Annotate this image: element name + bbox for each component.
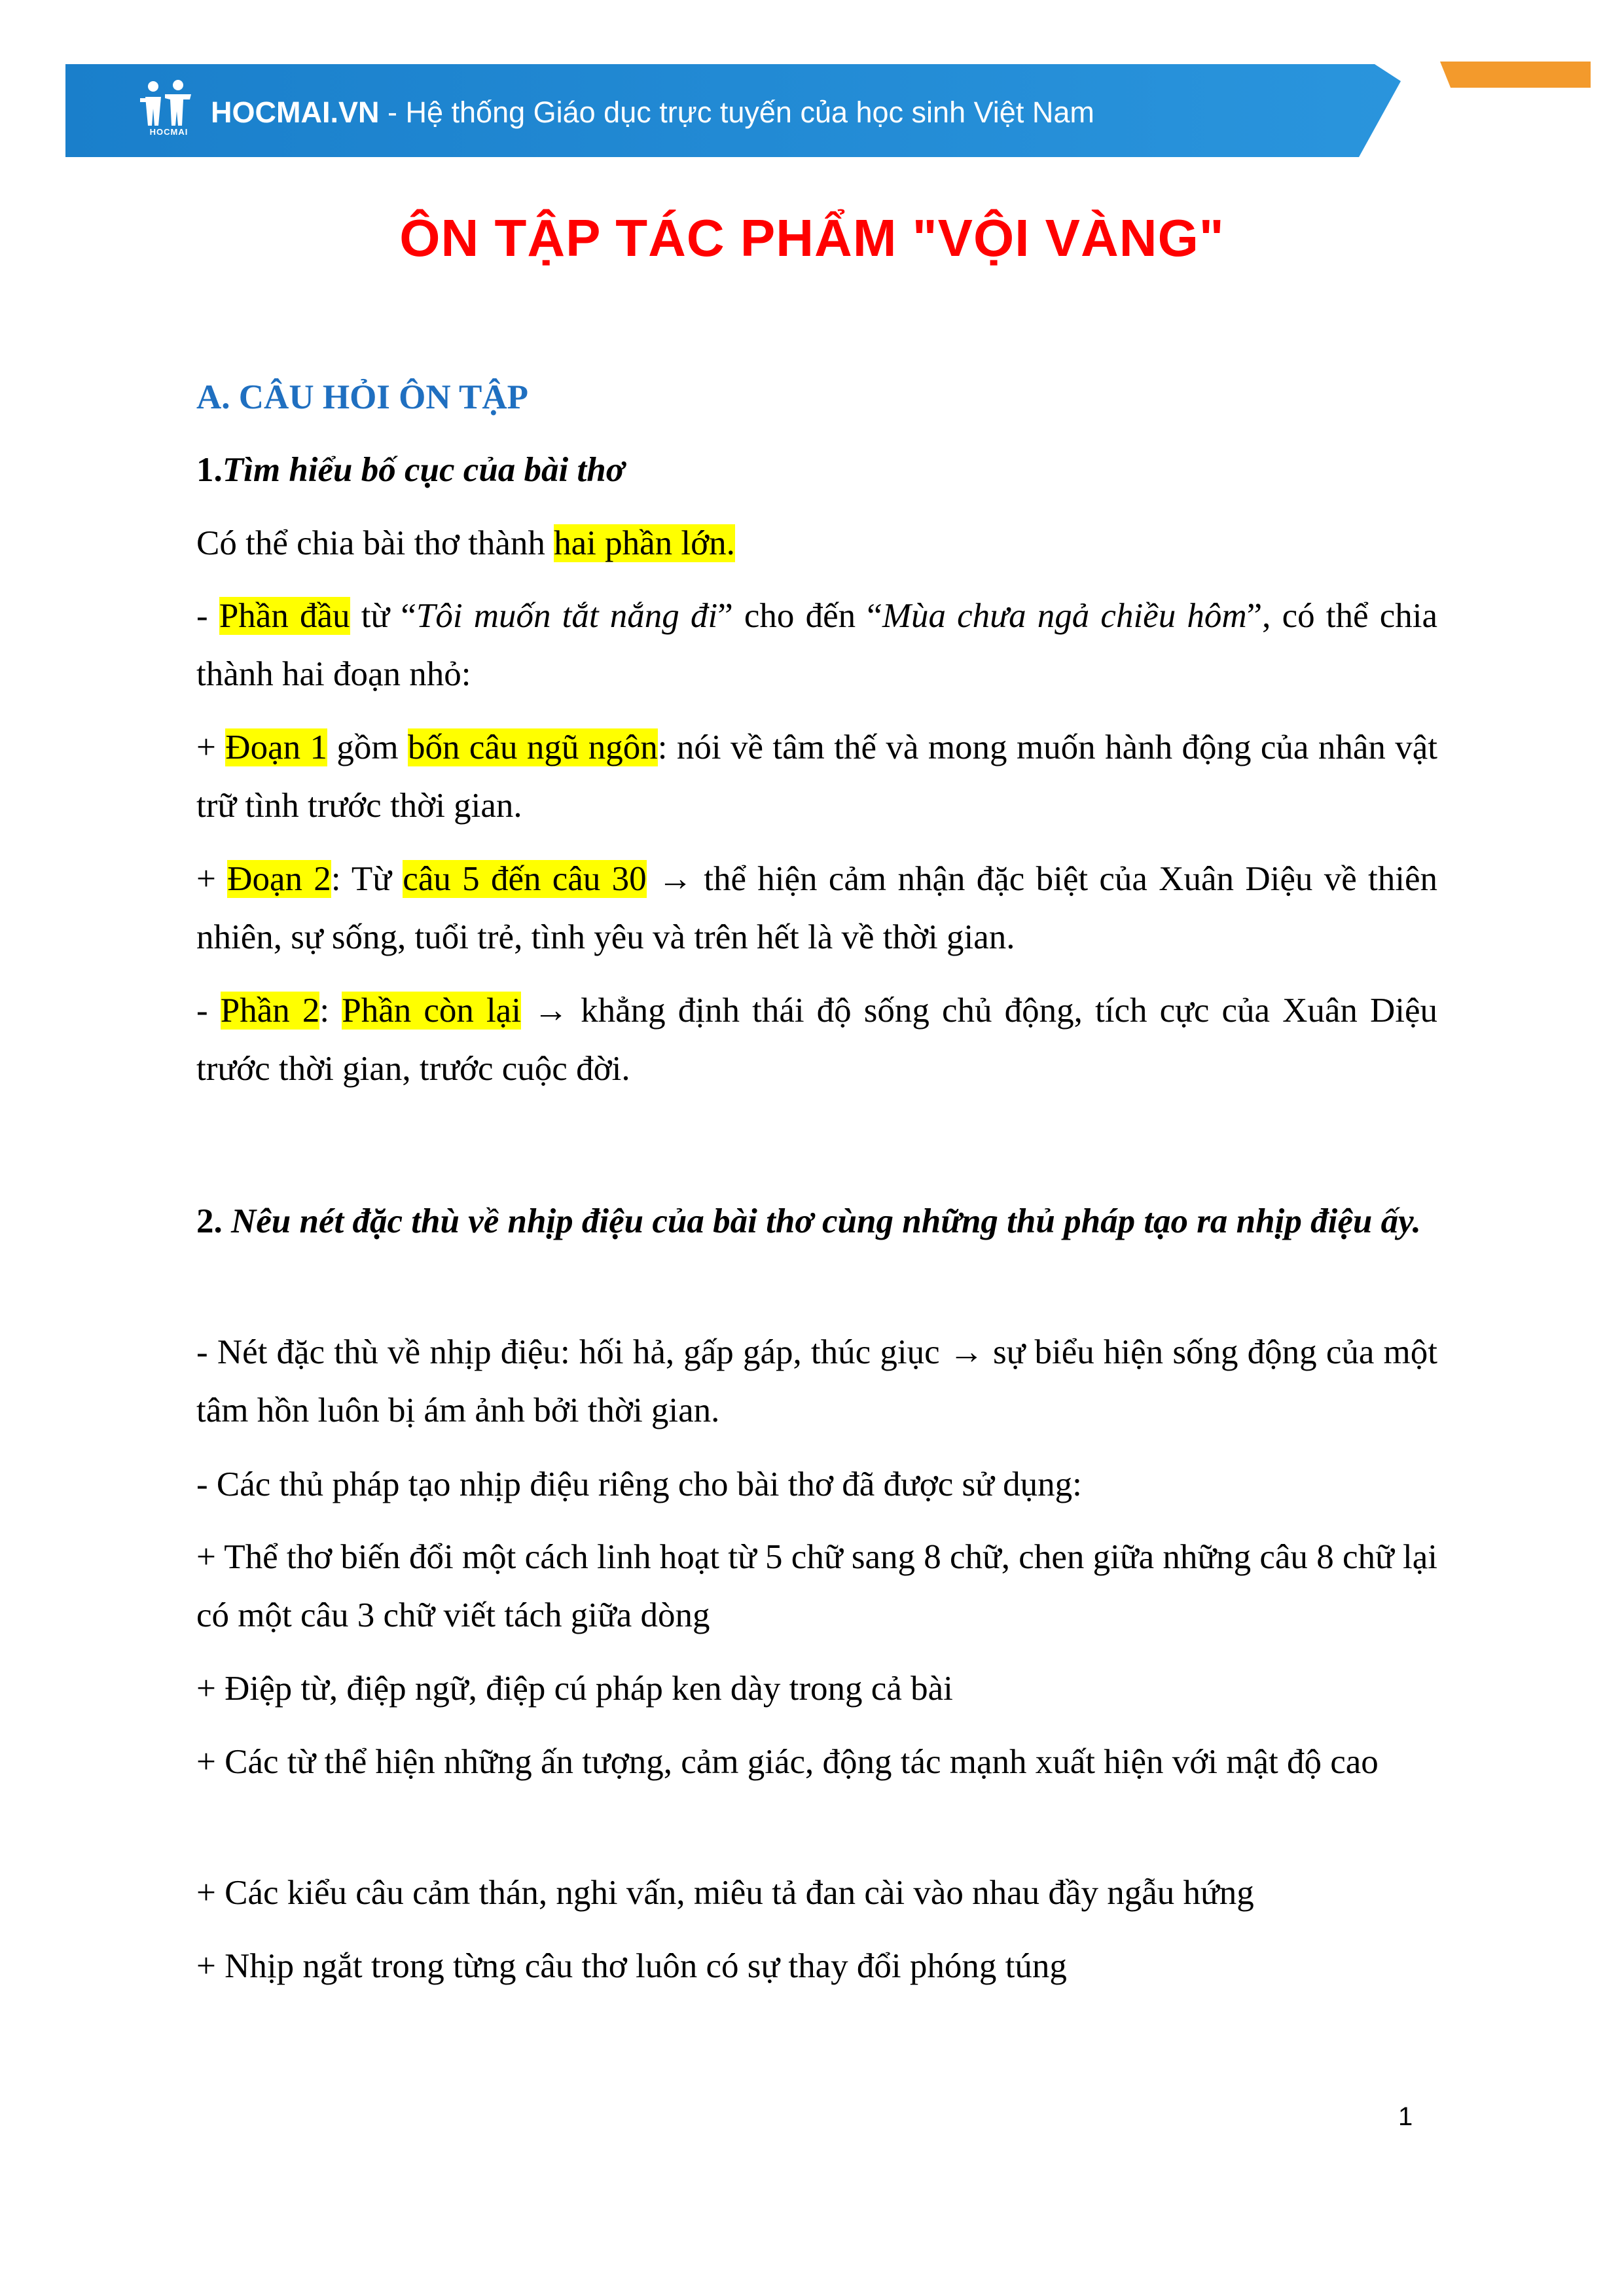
paragraph <box>196 850 1437 967</box>
section-heading: A. CÂU HỎI ÔN TẬP <box>196 378 528 416</box>
brand-name: HOCMAI.VN <box>211 96 380 129</box>
text: Có thể chia bài thơ thành <box>196 524 554 562</box>
header-banner <box>65 64 1420 157</box>
highlight: Đoạn 2 <box>227 860 331 898</box>
highlight: câu 5 đến câu 30 <box>403 860 647 898</box>
question-2-heading <box>196 1193 1437 1251</box>
paragraph <box>196 587 1437 704</box>
quote: Tôi muốn tắt nắng đi <box>416 597 718 635</box>
paragraph: + Thể thơ biến đổi một cách linh hoạt từ 5 chữ sang 8 chữ, chen giữa những câu 8 chữ lại có một câu 3 chữ viết tách giữa dòng <box>196 1538 1437 1634</box>
banner-title <box>211 96 1094 130</box>
text: - <box>196 597 219 635</box>
highlight: hai phần lớn. <box>554 524 735 562</box>
question-1-heading <box>196 441 1437 499</box>
text: + <box>196 728 226 766</box>
paragraph: + Các từ thể hiện những ấn tượng, cảm giác, động tác mạnh xuất hiện với mật độ cao <box>196 1743 1379 1781</box>
text: → khẳng định thái độ sống chủ động, tích cực của Xuân Diệu trước thời gian, trước cuộc đời. <box>196 992 1438 1088</box>
brand-tagline: - Hệ thống Giáo dục trực tuyến của học sinh Việt Nam <box>379 96 1094 129</box>
page-number: 1 <box>1398 2102 1413 2131</box>
paragraph: + Các kiểu câu cảm thán, nghi vấn, miêu tả đan cài vào nhau đầy ngẫu hứng <box>196 1874 1254 1912</box>
question-title: Nêu nét đặc thù về nhịp điệu của bài thơ cùng những thủ pháp tạo ra nhịp điệu ấy. <box>231 1202 1421 1240</box>
text: : nói về tâm thế và mong muốn hành động của nhân vật trữ tình trước thời gian. <box>196 728 1437 825</box>
paragraph: - Các thủ pháp tạo nhịp điệu riêng cho bài thơ đã được sử dụng: <box>196 1465 1082 1503</box>
highlight: Phần còn lại <box>342 992 521 1030</box>
highlight: Đoạn 1 <box>225 728 327 766</box>
highlight: Phần 2 <box>220 992 320 1030</box>
quote: Mùa chưa ngả chiều hôm <box>882 597 1247 635</box>
text: → thể hiện cảm nhận đặc biệt của Xuân Diệu về thiên nhiên, sự sống, tuổi trẻ, tình yêu và trên hết là về thời gian. <box>196 860 1437 956</box>
logo-figures-icon <box>139 79 199 127</box>
text: : <box>319 992 342 1030</box>
question-number: 2. <box>196 1202 231 1240</box>
question-title: Tìm hiểu bố cục của bài thơ <box>222 451 625 489</box>
paragraph <box>196 514 1437 573</box>
text: : Từ <box>331 860 403 898</box>
paragraph <box>196 982 1437 1098</box>
logo-text: HOCMAI <box>149 127 189 137</box>
paragraph: - Nét đặc thù về nhịp điệu: hối hả, gấp gáp, thúc giục → sự biểu hiện sống động của một tâm hồn luôn bị ám ảnh bởi thời gian. <box>196 1333 1437 1429</box>
paragraph: + Điệp từ, điệp ngữ, điệp cú pháp ken dày trong cả bài <box>196 1670 953 1708</box>
hocmai-logo <box>139 79 199 147</box>
banner-accent-stripe <box>1440 62 1591 88</box>
text: - <box>196 992 221 1030</box>
paragraph <box>196 719 1437 835</box>
text: ” cho đến “ <box>717 597 882 635</box>
text: + <box>196 860 228 898</box>
question-number: 1. <box>196 451 223 489</box>
document-title: ÔN TẬP TÁC PHẨM "VỘI VÀNG" <box>399 209 1225 267</box>
text: từ “ <box>350 597 416 635</box>
paragraph: + Nhịp ngắt trong từng câu thơ luôn có sự thay đổi phóng túng <box>196 1947 1067 1985</box>
text: ”, có thể chia thành hai đoạn nhỏ: <box>196 597 1437 693</box>
highlight: bốn câu ngũ ngôn <box>408 728 658 766</box>
highlight: Phần đầu <box>219 597 350 635</box>
text: gồm <box>327 728 408 766</box>
